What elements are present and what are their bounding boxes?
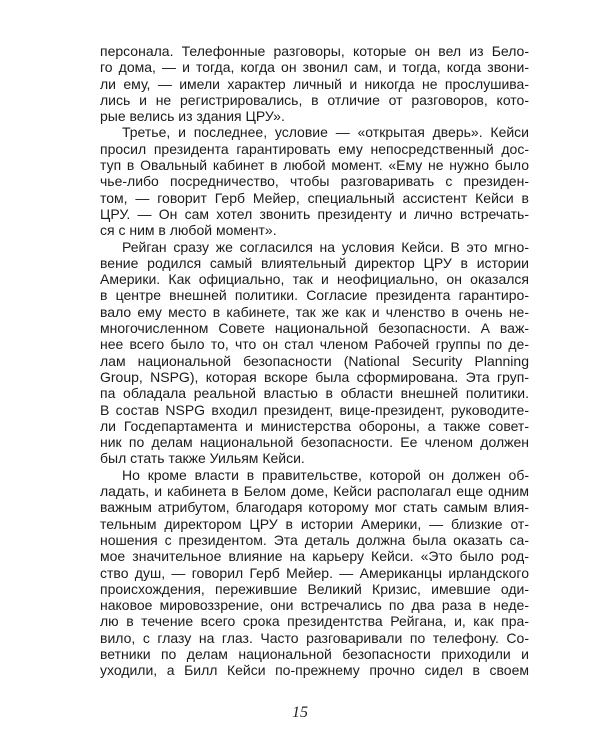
page-number: 15 <box>292 704 308 721</box>
text-line: тельным директором ЦРУ в истории Америки, — близкие от- <box>100 515 529 532</box>
text-line: вило, с глазу на глаз. Часто разговаривали по телефону. Со- <box>100 629 529 646</box>
paragraph <box>100 239 529 467</box>
text-line: па обладала реальной властью в области внешней политики. <box>100 385 529 402</box>
paragraph <box>100 467 529 679</box>
text-line: Group, NSPG), которая вскоре была сформирована. Эта груп- <box>100 368 529 385</box>
text-line: просил президента гарантировать ему непосредственный дос- <box>100 140 529 157</box>
paragraph <box>100 43 529 124</box>
text-line: Третье, и последнее, условие — «открытая дверь». Кейси <box>122 124 529 141</box>
text-line: вение родился самый влиятельный директор ЦРУ в истории <box>100 254 529 271</box>
text-line: чье-либо посредничество, чтобы разговаривать с президен- <box>100 173 529 190</box>
text-line: Рейган сразу же согласился на условия Кейси. В это мгно- <box>122 238 529 255</box>
text-line: важным атрибутом, благодаря которому мог стать самым влия- <box>100 499 529 516</box>
text-line: ся с ним в любой момент». <box>100 222 277 239</box>
text-line: был стать также Уильям Кейси. <box>100 450 305 467</box>
text-line: Америки. Как официально, так и неофициально, он оказался <box>100 271 529 288</box>
text-line: нее всего было то, что он стал членом Рабочей группы по де- <box>100 336 529 353</box>
text-line: многочисленном Совете национальной безопасности. А важ- <box>100 320 529 337</box>
text-line: лю в течение всего срока президентства Рейгана, и, как пра- <box>100 613 529 630</box>
text-line: В состав NSPG входил президент, вице-президент, руководите- <box>100 401 529 418</box>
text-line: туп в Овальный кабинет в любой момент. «Ему не нужно было <box>100 157 529 174</box>
text-line: том, — говорит Герб Мейер, специальный ассистент Кейси в <box>100 189 529 206</box>
page-body-text <box>100 43 529 679</box>
text-line: уходили, а Билл Кейси по-прежнему прочно сидел в своем <box>100 662 529 679</box>
text-line: ЦРУ. — Он сам хотел звонить президенту и лично встречать- <box>100 205 529 222</box>
text-line: в центре внешней политики. Согласие президента гарантиро- <box>100 287 529 304</box>
text-line: наковое мировоззрение, они встречались по два раза в неде- <box>100 597 529 614</box>
text-line: ли ему, — имели характер личный и никогда не прослушива- <box>100 75 529 92</box>
text-line: лись и не регистрировались, в отличие от разговоров, кото- <box>100 91 529 108</box>
text-line: мое значительное влияние на карьеру Кейси. «Это было род- <box>100 548 529 565</box>
text-line: Но кроме власти в правительстве, которой он должен об- <box>122 466 529 483</box>
text-line: ли Госдепартамента и министерства обороны, а также совет- <box>100 417 529 434</box>
text-line: рые велись из здания ЦРУ». <box>100 108 285 125</box>
text-line: персонала. Телефонные разговоры, которые он вел из Бело- <box>100 43 529 59</box>
text-line: вало ему место в кабинете, так же как и членство в очень не- <box>100 303 529 320</box>
text-line: ношения с президентом. Эта деталь должна была оказать са- <box>100 531 529 548</box>
paragraph <box>100 124 529 238</box>
text-line: лам национальной безопасности (National Security Planning <box>100 352 529 369</box>
text-line: го дома, — и тогда, когда он звонил сам, и тогда, когда звони- <box>100 59 529 76</box>
text-line: происхождения, пережившие Великий Кризис, имевшие оди- <box>100 580 529 597</box>
text-line: ник по делам национальной безопасности. Ее членом должен <box>100 434 529 451</box>
text-line: ладать, и кабинета в Белом доме, Кейси располагал еще одним <box>100 483 529 500</box>
text-line: ветники по делам национальной безопасности приходили и <box>100 645 529 662</box>
text-line: ство душ, — говорил Герб Мейер. — Американцы ирландского <box>100 564 529 581</box>
